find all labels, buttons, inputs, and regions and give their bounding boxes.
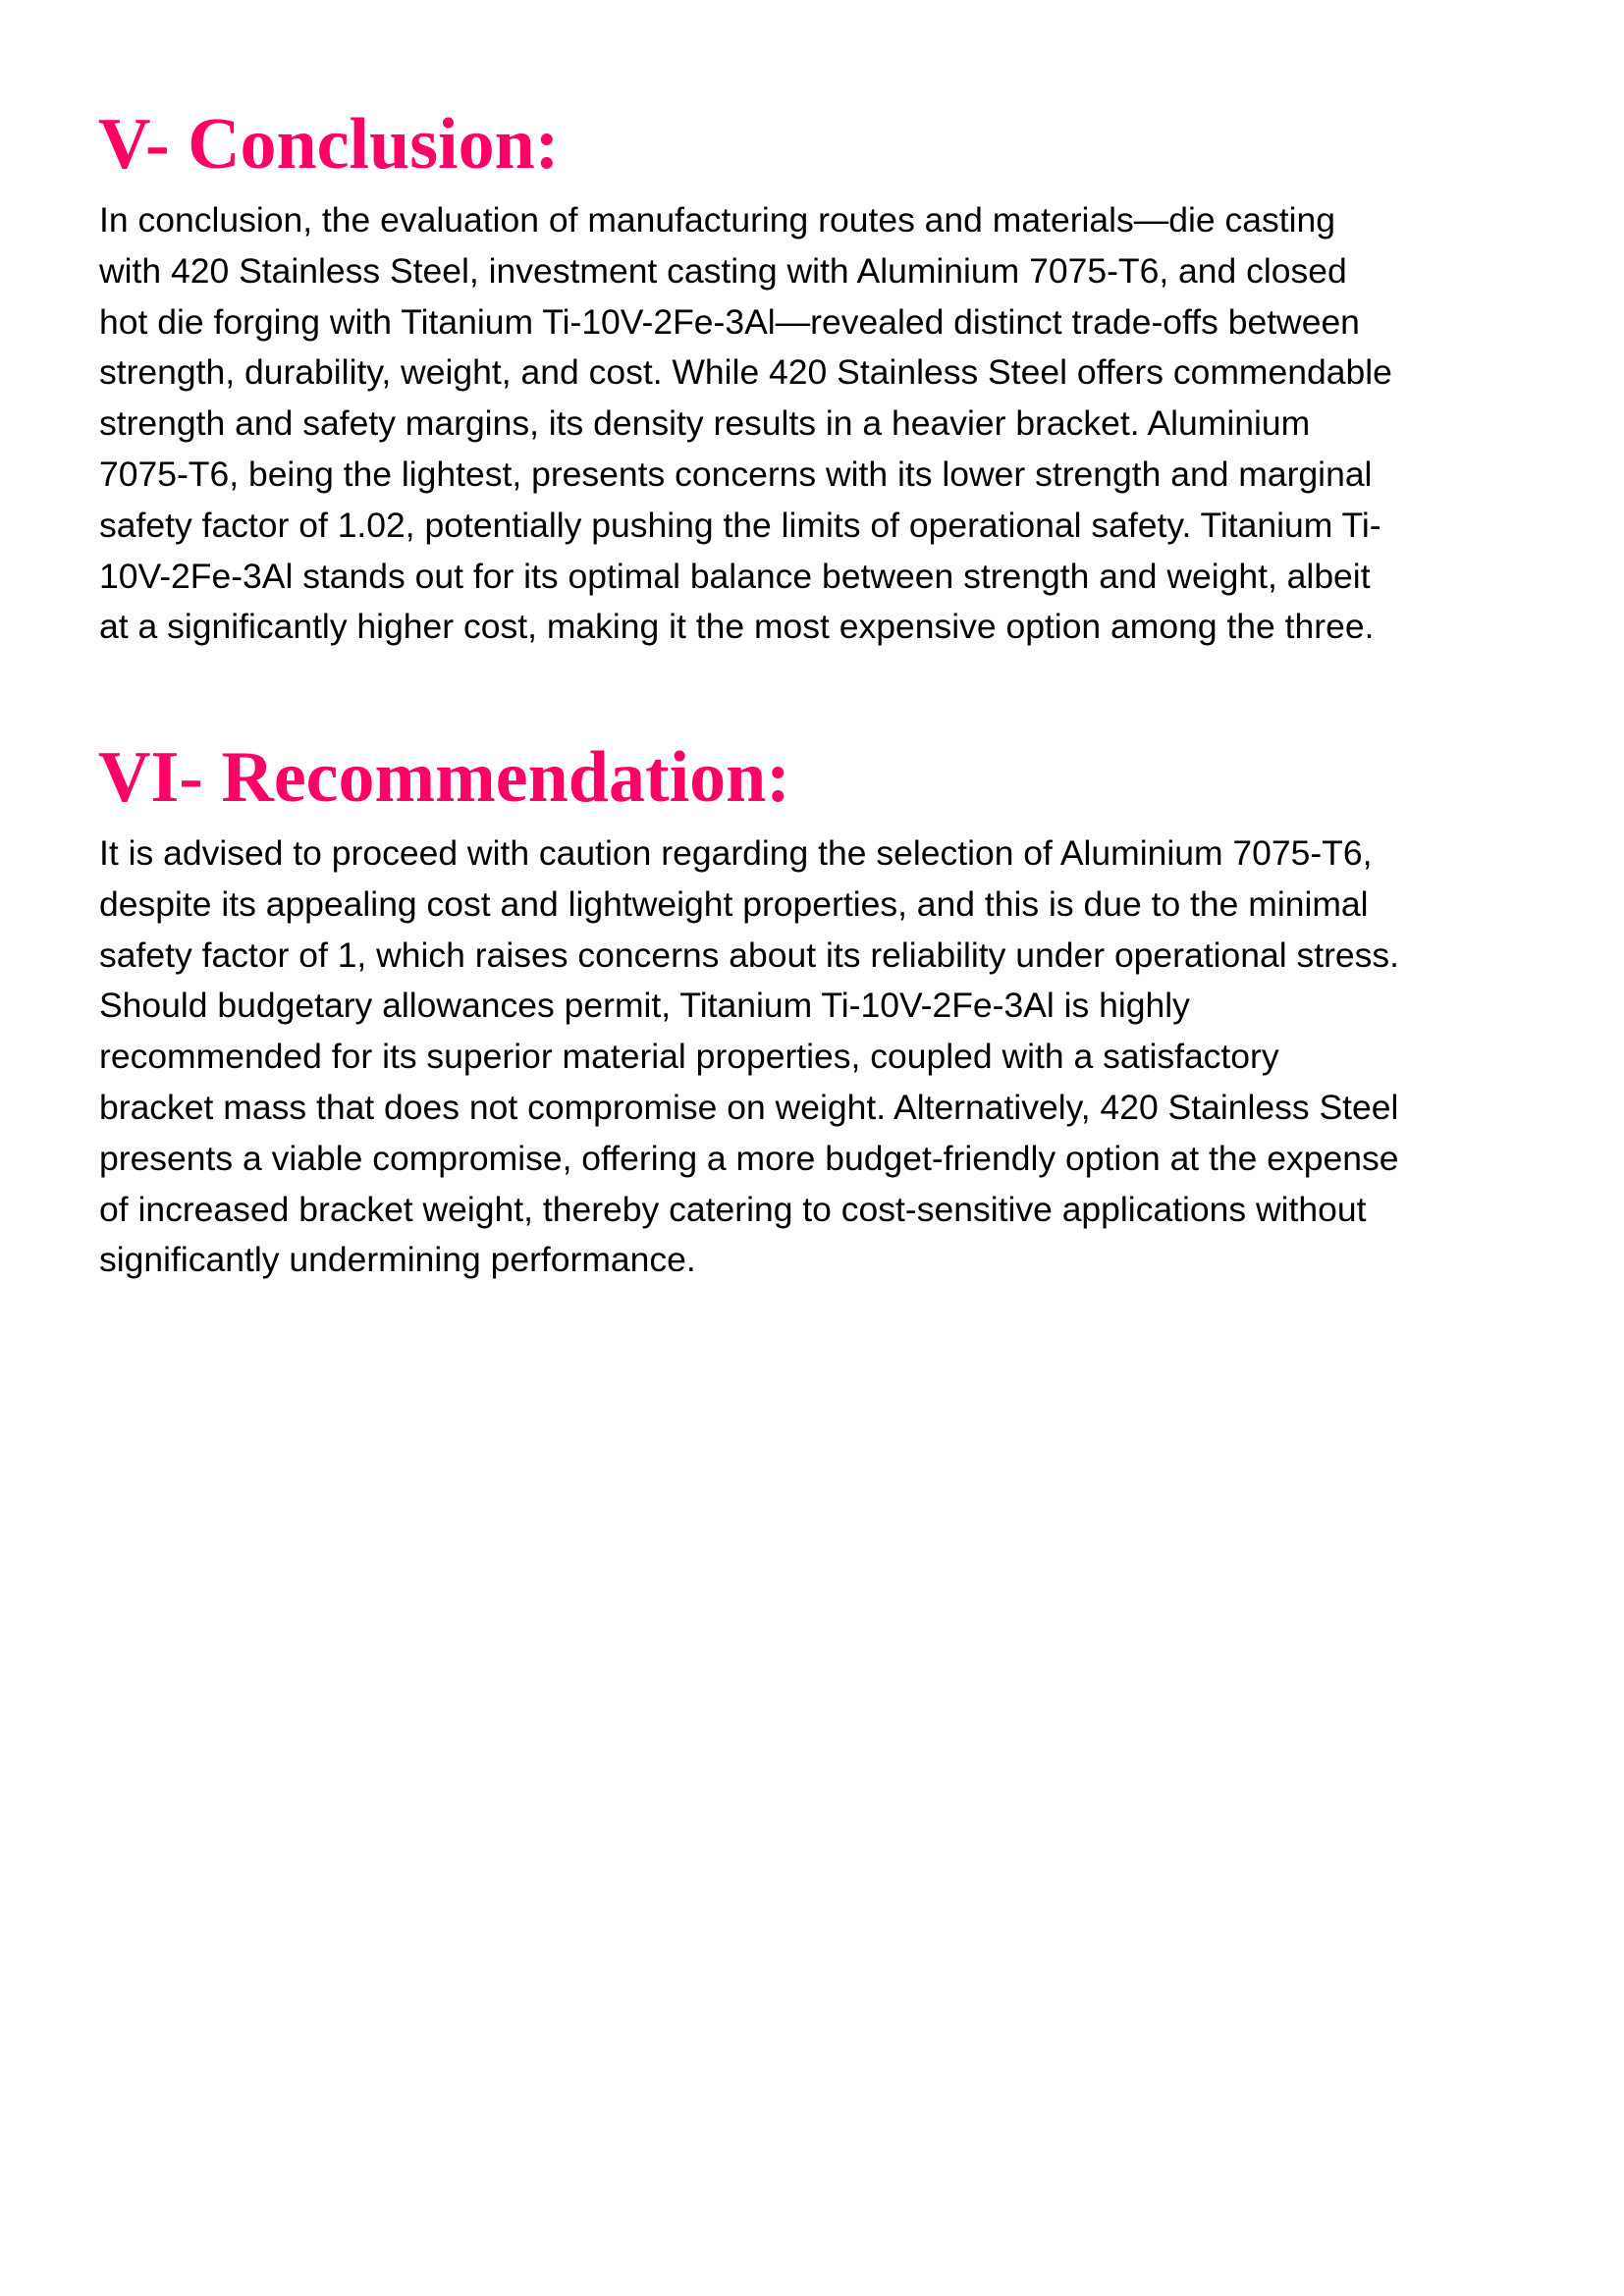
- text-line: 7075-T6, being the lightest, presents concerns with its lower strength and marginal: [99, 454, 1373, 494]
- text-line: strength and safety margins, its density results in a heavier bracket. Aluminium: [99, 403, 1311, 444]
- text-line: safety factor of 1, which raises concerns about its reliability under operational stress.: [99, 934, 1400, 975]
- text-line: It is advised to proceed with caution regarding the selection of Aluminium 7075-T6,: [99, 833, 1373, 873]
- text-line: 10V-2Fe-3Al stands out for its optimal balance between strength and weight, albeit: [99, 556, 1371, 596]
- text-line: despite its appealing cost and lightweight properties, and this is due to the minimal: [99, 883, 1369, 924]
- text-line: In conclusion, the evaluation of manufacturing routes and materials—die casting: [99, 200, 1336, 240]
- text-line: recommended for its superior material properties, coupled with a satisfactory: [99, 1037, 1279, 1077]
- text-line: presents a viable compromise, offering a more budget-friendly option at the expense: [99, 1138, 1399, 1178]
- conclusion-heading: V- Conclusion:: [98, 104, 560, 185]
- text-line: at a significantly higher cost, making it the most expensive option among the three.: [99, 607, 1375, 647]
- text-line: safety factor of 1.02, potentially pushing the limits of operational safety. Titanium Ti-: [99, 505, 1381, 545]
- text-line: strength, durability, weight, and cost. While 420 Stainless Steel offers commendable: [99, 352, 1392, 393]
- conclusion-paragraph: [99, 195, 1572, 653]
- recommendation-heading: VI- Recommendation:: [98, 737, 790, 818]
- text-line: bracket mass that does not compromise on weight. Alternatively, 420 Stainless Steel: [99, 1087, 1399, 1127]
- text-line: significantly undermining performance.: [99, 1240, 696, 1280]
- recommendation-paragraph: [99, 828, 1572, 1286]
- text-line: with 420 Stainless Steel, investment casting with Aluminium 7075-T6, and closed: [99, 250, 1347, 291]
- text-line: hot die forging with Titanium Ti-10V-2Fe-3Al—revealed distinct trade-offs between: [99, 301, 1360, 342]
- text-line: of increased bracket weight, thereby catering to cost-sensitive applications without: [99, 1189, 1367, 1229]
- text-line: Should budgetary allowances permit, Titanium Ti-10V-2Fe-3Al is highly: [99, 986, 1190, 1026]
